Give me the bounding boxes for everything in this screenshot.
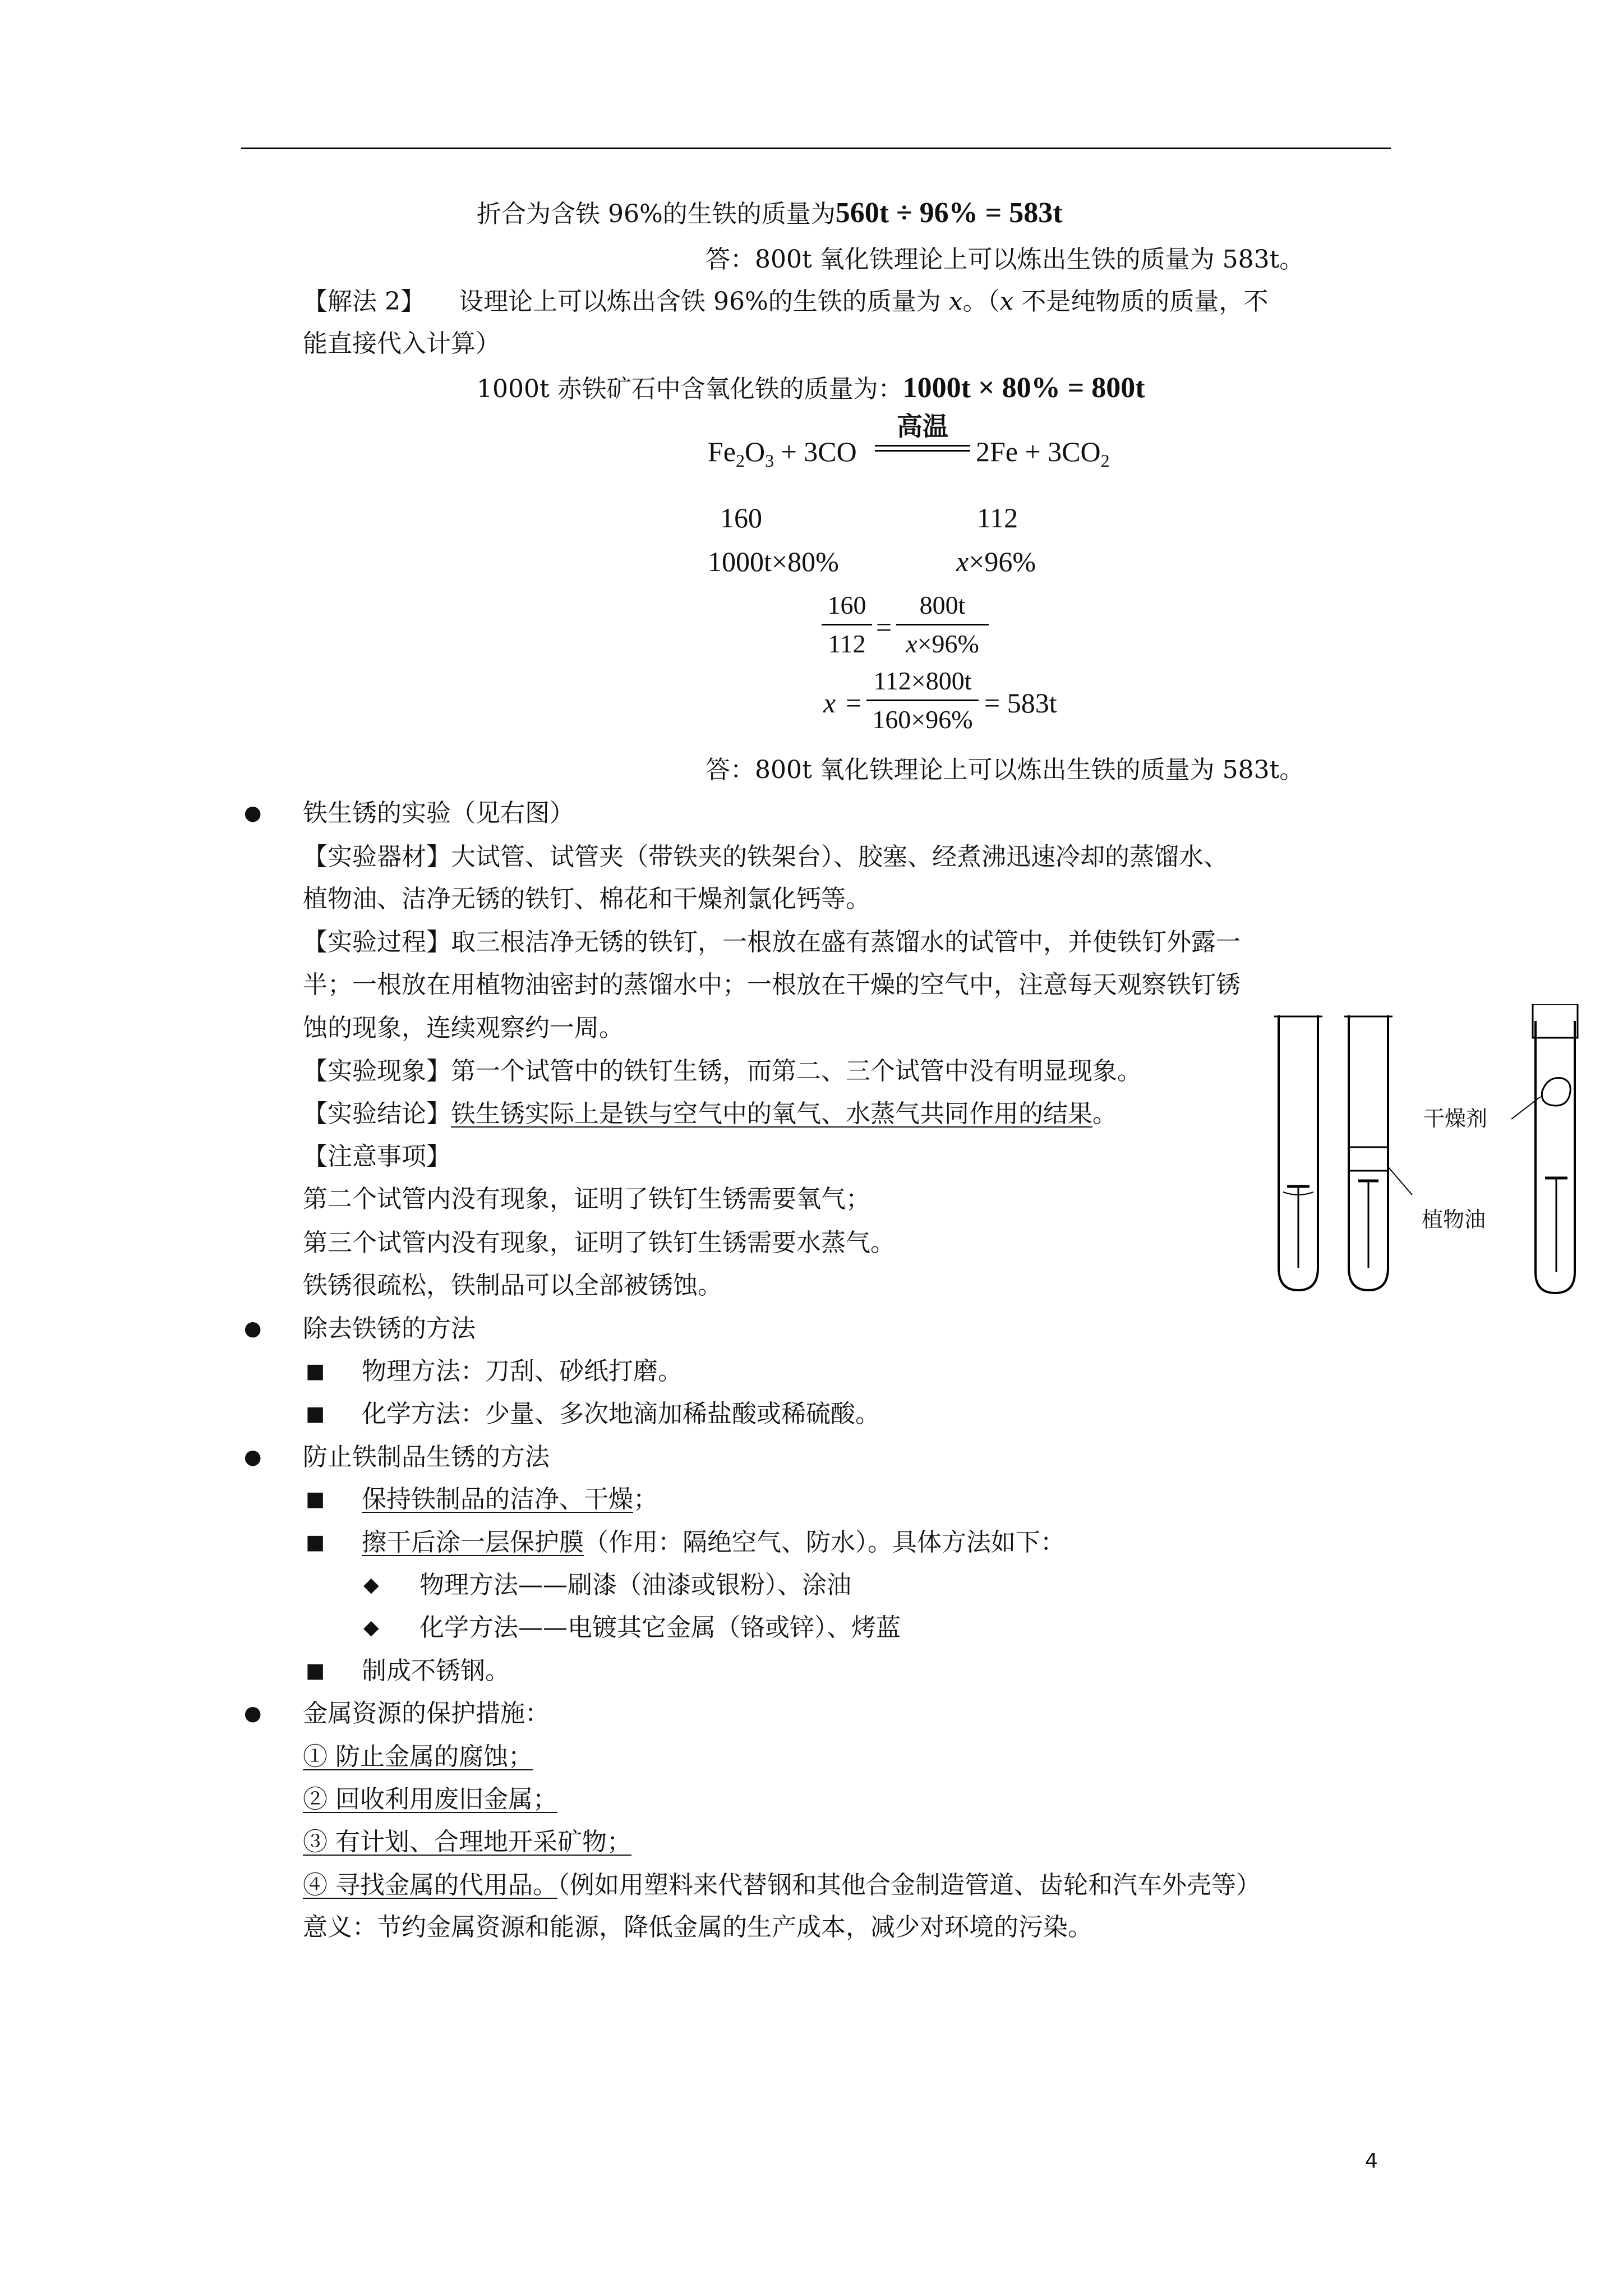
quantity-right: [956, 546, 1036, 577]
prevent-item-2-rest: （作用：隔绝空气、防水）。具体方法如下：: [584, 1528, 1065, 1557]
prevent-item-3: 制成不锈钢。: [362, 1657, 510, 1685]
solution-fraction: [866, 666, 979, 735]
equals-bar-bottom: [875, 450, 970, 452]
ratio-right-x: x: [906, 629, 917, 658]
prevent-item-2-text: 擦干后涂一层保护膜: [362, 1528, 584, 1557]
prevent-item-1-text: 保持铁制品的洁净、干燥: [362, 1485, 633, 1513]
chemical-equation: [708, 435, 857, 471]
remove-chemical: 化学方法：少量、多次地滴加稀盐酸或稀硫酸。: [362, 1400, 880, 1428]
method2-label: 【解法 2】: [303, 287, 425, 316]
rust-experiment-title: 铁生锈的实验（见右图）: [303, 799, 574, 827]
eq-right-sub: 2: [1100, 450, 1110, 471]
calc1-answer: 答：800t 氧化铁理论上可以炼出生铁的质量为 583t。: [706, 245, 1304, 274]
bullet-icon: ●: [244, 1702, 262, 1725]
oil-pointer: [1388, 1167, 1412, 1195]
eq-right: 2Fe + 3CO: [976, 436, 1101, 467]
prevent-rust-title: 防止铁制品生锈的方法: [303, 1443, 550, 1471]
eq-sub-3: 3: [765, 450, 774, 471]
solution-x: x: [823, 687, 836, 719]
equation-products: [976, 435, 1110, 471]
ratio-right-bar: [896, 624, 989, 625]
protection-title: 金属资源的保护措施：: [303, 1699, 550, 1728]
prevent-item-1: [362, 1484, 658, 1515]
materials-line1: 【实验器材】大试管、试管夹（带铁夹的铁架台）、胶塞、经煮沸迅速冷却的蒸馏水、: [303, 843, 1228, 871]
prevent-item-2: [362, 1527, 1065, 1558]
bullet-icon: ●: [244, 1446, 262, 1469]
reaction-condition-text: 高温: [897, 412, 948, 441]
remove-physical: 物理方法：刀刮、砂纸打磨。: [362, 1357, 683, 1386]
ratio-right: [896, 590, 989, 659]
method2-intro-a: 设理论上可以炼出含铁 96%的生铁的质量为: [458, 287, 949, 316]
prevent-sub-2: 化学方法——电镀其它金属（铬或锌）、烤蓝: [419, 1613, 901, 1642]
square-bullet-icon: ■: [306, 1360, 325, 1383]
ratio-left-denominator: 112: [828, 629, 866, 658]
protection-measure-4: [303, 1870, 1261, 1901]
square-bullet-icon: ■: [306, 1531, 325, 1554]
quantity-right-rest: ×96%: [969, 546, 1036, 577]
solution-bar: [866, 700, 979, 701]
method2-intro-c: 不是纯物质的质量，不: [1013, 287, 1269, 316]
method2-intro-line2: 能直接代入计算）: [303, 329, 500, 358]
diamond-bullet-icon: ◆: [363, 1573, 379, 1596]
square-bullet-icon: ■: [306, 1402, 325, 1425]
header-rule: [241, 148, 1391, 149]
eq-o: O: [745, 436, 766, 467]
ratio-left-bar: [822, 624, 872, 625]
eq-fe: Fe: [708, 436, 736, 467]
desiccant-label: 干燥剂: [1423, 1106, 1488, 1131]
ore-line: [477, 372, 1145, 405]
solution-equals: =: [846, 687, 862, 719]
ratio-left-numerator: 160: [827, 591, 866, 619]
note-3: 铁锈很疏松，铁制品可以全部被锈蚀。: [303, 1271, 722, 1300]
oil-layer: [1349, 1147, 1388, 1171]
mass-112: 112: [977, 502, 1018, 533]
process-line2: 半；一根放在用植物油密封的蒸馏水中；一根放在干燥的空气中，注意每天观察铁钉锈: [303, 970, 1241, 999]
note-2: 第三个试管内没有现象，证明了铁钉生锈需要水蒸气。: [303, 1228, 895, 1257]
ratio-right-numerator: 800t: [919, 591, 966, 619]
conclusion-text: 铁生锈实际上是铁与空气中的氧气、水蒸气共同作用的结果: [451, 1099, 1092, 1128]
ratio-equals: =: [876, 611, 892, 643]
protection-measure-2: ② 回收利用废旧金属；: [303, 1785, 557, 1814]
page-number: 4: [1365, 2150, 1378, 2173]
test-tube-3: [1511, 1004, 1578, 1293]
bullet-icon: ●: [244, 802, 262, 825]
solution-numerator: 112×800t: [873, 666, 972, 695]
eq-sub-2: 2: [736, 450, 745, 471]
notes-label: 【注意事项】: [303, 1142, 451, 1171]
protection-measure-1: ① 防止金属的腐蚀；: [303, 1742, 533, 1771]
square-bullet-icon: ■: [306, 1659, 325, 1682]
conclusion-label: 【实验结论】: [303, 1099, 451, 1128]
test-tube-1: [1274, 1015, 1322, 1290]
protection-measure-4-rest: （例如用塑料来代替钢和其他合金制造管道、齿轮和汽车外壳等）: [557, 1871, 1261, 1899]
calc1-text: 折合为含铁 96%的生铁的质量为: [477, 200, 836, 228]
solution-denominator: 160×96%: [872, 705, 973, 734]
desiccant-blob: [1542, 1078, 1570, 1106]
ore-math: 1000t × 80% = 800t: [902, 372, 1145, 404]
var-x: x: [948, 287, 963, 316]
test-tube-figure: [1262, 1004, 1610, 1318]
eq-plus-co: + 3CO: [774, 436, 857, 467]
note-1: 第二个试管内没有现象，证明了铁钉生锈需要氧气；: [303, 1185, 870, 1213]
phenomenon-line: 【实验现象】第一个试管中的铁钉生锈，而第二、三个试管中没有明显现象。: [303, 1057, 1142, 1085]
solution-result: = 583t: [984, 687, 1057, 719]
process-line1: 【实验过程】取三根洁净无锈的铁钉，一根放在盛有蒸馏水的试管中，并使铁钉外露一: [303, 928, 1241, 956]
ratio-left: [822, 590, 872, 659]
ore-text: 1000t 赤铁矿石中含氧化铁的质量为：: [477, 375, 903, 403]
ratio-right-rest: ×96%: [917, 629, 979, 658]
protection-meaning: 意义：节约金属资源和能源，降低金属的生产成本，减少对环境的污染。: [303, 1913, 1092, 1941]
remove-rust-title: 除去铁锈的方法: [303, 1314, 476, 1343]
diamond-bullet-icon: ◆: [363, 1616, 379, 1639]
rubber-stopper: [1533, 1004, 1578, 1038]
equals-bar-top: [875, 445, 970, 447]
mass-160: 160: [720, 502, 762, 533]
oil-label: 植物油: [1422, 1207, 1486, 1232]
protection-measure-3: ③ 有计划、合理地开采矿物；: [303, 1828, 631, 1856]
reaction-condition: [875, 412, 970, 452]
process-line3: 蚀的现象，连续观察约一周。: [303, 1014, 624, 1042]
test-tube-2: [1344, 1015, 1412, 1290]
materials-line2: 植物油、洁净无锈的铁钉、棉花和干燥剂氯化钙等。: [303, 885, 870, 913]
method2-answer: 答：800t 氧化铁理论上可以炼出生铁的质量为 583t。: [706, 756, 1304, 784]
calc1-math: 560t ÷ 96% = 583t: [835, 197, 1063, 229]
prevent-sub-1: 物理方法——刷漆（油漆或银粉）、涂油: [419, 1571, 851, 1599]
ratio-right-denominator: [896, 629, 989, 659]
square-bullet-icon: ■: [306, 1488, 325, 1511]
method2-intro: [303, 286, 1268, 318]
method2-intro-b: 。（: [962, 287, 1000, 316]
calc1-line: [477, 197, 1063, 230]
quantity-left: 1000t×80%: [708, 546, 839, 577]
prevent-item-1-end: ；: [633, 1485, 658, 1513]
var-x-2: x: [999, 287, 1014, 316]
conclusion-line: [303, 1098, 1117, 1130]
quantity-right-x: x: [956, 546, 969, 577]
protection-measure-4-text: ④ 寻找金属的代用品。: [303, 1871, 557, 1899]
bullet-icon: ●: [244, 1317, 262, 1340]
conclusion-end: 。: [1092, 1099, 1117, 1128]
